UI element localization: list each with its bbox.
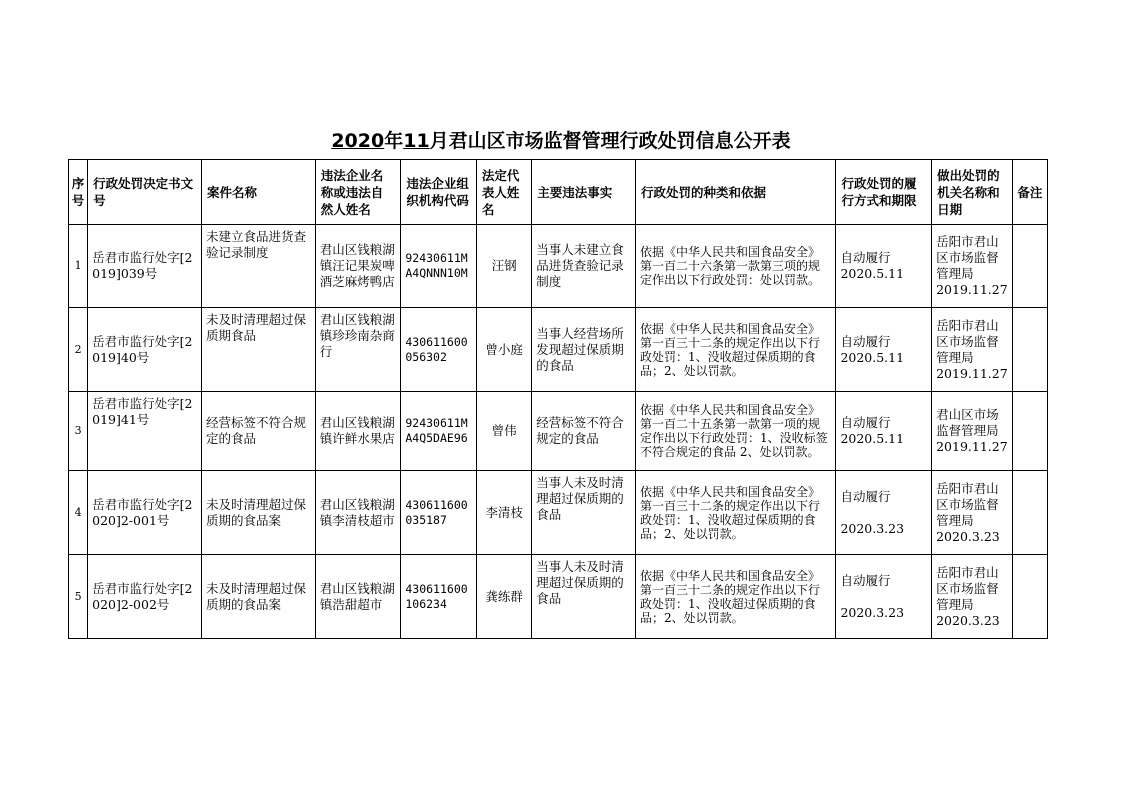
- cell-fulfil: [836, 308, 932, 392]
- fulfil-date: 2020.5.11: [840, 266, 905, 281]
- header-doc-no: 行政处罚决定书文号: [88, 160, 202, 225]
- cell-seq: 4: [69, 471, 88, 555]
- cell-org-code: 430611600106234: [401, 555, 477, 639]
- authority-date: 2019.11.27: [936, 282, 1008, 297]
- cell-remark: [1012, 308, 1047, 392]
- cell-fulfil: [836, 471, 932, 555]
- table-row: [69, 471, 1048, 555]
- cell-fulfil: [836, 392, 932, 471]
- cell-org-code: 430611600056302: [401, 308, 477, 392]
- cell-party: 君山区钱粮湖镇汪记果炭啤酒芝麻烤鸭店: [315, 225, 401, 308]
- authority-name: 君山区市场监督管理局: [936, 407, 999, 438]
- cell-authority: [932, 392, 1013, 471]
- page-title: [0, 126, 1122, 153]
- authority-date: 2020.3.23: [936, 612, 1000, 628]
- cell-facts: 当事人未及时清理超过保质期的食品: [532, 555, 636, 639]
- cell-case-name: 未及时清理超过保质期的食品案: [201, 555, 315, 639]
- header-case-name: 案件名称: [201, 160, 315, 225]
- title-rest: 月君山区市场监督管理行政处罚信息公开表: [429, 130, 791, 152]
- cell-authority: [932, 225, 1013, 308]
- header-penalty: 行政处罚的种类和依据: [636, 160, 836, 225]
- cell-org-code: 92430611MA4Q5DAE96: [401, 392, 477, 471]
- fulfil-method: 自动履行: [840, 572, 891, 588]
- cell-fulfil: [836, 555, 932, 639]
- authority-name: 岳阳市君山区市场监督管理局: [936, 564, 999, 612]
- header-remark: 备注: [1012, 160, 1047, 225]
- cell-seq: 5: [69, 555, 88, 639]
- title-year: 2020: [331, 130, 385, 152]
- cell-penalty: 依据《中华人民共和国食品安全》第一百二十五条第一款第一项的规定作出以下行政处罚：1、没收标签不符合规定的食品 2、处以罚款。: [636, 392, 836, 471]
- penalty-table: [68, 159, 1048, 639]
- authority-name: 岳阳市君山区市场监督管理局: [936, 480, 999, 528]
- header-seq: 序号: [69, 160, 88, 225]
- cell-party: 君山区钱粮湖镇珍珍南杂商行: [315, 308, 401, 392]
- fulfil-date: 2020.5.11: [840, 349, 905, 365]
- cell-org-code: 92430611MA4QNNN10M: [401, 225, 477, 308]
- header-row: [69, 160, 1048, 225]
- cell-facts: 当事人未及时清理超过保质期的食品: [532, 471, 636, 555]
- cell-penalty: 依据《中华人民共和国食品安全》第一百三十二条的规定作出以下行政处罚：1、没收超过保质期的食品；2、处以罚款。: [636, 308, 836, 392]
- table-row: [69, 555, 1048, 639]
- header-facts: 主要违法事实: [532, 160, 636, 225]
- cell-party: 君山区钱粮湖镇李清枝超市: [315, 471, 401, 555]
- cell-legal-rep: 龚练群: [476, 555, 531, 639]
- fulfil-date: 2020.3.23: [840, 604, 905, 620]
- cell-legal-rep: 汪钢: [476, 225, 531, 308]
- header-legal-rep: 法定代表人姓名: [476, 160, 531, 225]
- cell-facts: 当事人经营场所发现超过保质期的食品: [532, 308, 636, 392]
- cell-doc-no: 岳君市监行处字[2019]40号: [88, 308, 202, 392]
- cell-legal-rep: 曾伟: [476, 392, 531, 471]
- cell-authority: [932, 308, 1013, 392]
- cell-remark: [1012, 225, 1047, 308]
- cell-penalty: 依据《中华人民共和国食品安全》第一百三十二条的规定作出以下行政处罚：1、没收超过保质期的食品；2、处以罚款。: [636, 471, 836, 555]
- fulfil-method: 自动履行: [840, 415, 891, 430]
- header-authority: 做出处罚的机关名称和日期: [932, 160, 1013, 225]
- authority-name: 岳阳市君山区市场监督管理局: [936, 234, 999, 281]
- authority-date: 2019.11.27: [936, 439, 1008, 454]
- fulfil-method: 自动履行: [840, 333, 891, 349]
- cell-remark: [1012, 555, 1047, 639]
- fulfil-method: 自动履行: [840, 488, 891, 504]
- cell-doc-no: 岳君市监行处字[2019]039号: [88, 225, 202, 308]
- cell-case-name: 未及时清理超过保质期的食品案: [201, 471, 315, 555]
- cell-penalty: 依据《中华人民共和国食品安全》第一百二十六条第一款第三项的规定作出以下行政处罚：处以罚款。: [636, 225, 836, 308]
- cell-remark: [1012, 392, 1047, 471]
- cell-seq: 2: [69, 308, 88, 392]
- cell-doc-no: 岳君市监行处字[2019]41号: [88, 392, 202, 471]
- cell-case-name: 经营标签不符合规定的食品: [201, 392, 315, 471]
- cell-penalty: 依据《中华人民共和国食品安全》第一百三十二条的规定作出以下行政处罚：1、没收超过保质期的食品；2、处以罚款。: [636, 555, 836, 639]
- header-party: 违法企业名称或违法自然人姓名: [315, 160, 401, 225]
- title-month: 11: [403, 130, 430, 152]
- header-org-code: 违法企业组织机构代码: [401, 160, 477, 225]
- cell-facts: 经营标签不符合规定的食品: [532, 392, 636, 471]
- cell-doc-no: 岳君市监行处字[2020]2-002号: [88, 555, 202, 639]
- cell-case-name: 未及时清理超过保质期食品: [201, 308, 315, 392]
- cell-doc-no: 岳君市监行处字[2020]2-001号: [88, 471, 202, 555]
- title-year-suffix: 年: [384, 130, 404, 152]
- cell-seq: 3: [69, 392, 88, 471]
- cell-legal-rep: 曾小庭: [476, 308, 531, 392]
- authority-name: 岳阳市君山区市场监督管理局: [936, 317, 999, 365]
- cell-remark: [1012, 471, 1047, 555]
- authority-date: 2020.3.23: [936, 528, 1000, 544]
- cell-fulfil: [836, 225, 932, 308]
- fulfil-date: 2020.5.11: [840, 431, 905, 446]
- cell-authority: [932, 471, 1013, 555]
- cell-org-code: 430611600035187: [401, 471, 477, 555]
- table-row: [69, 308, 1048, 392]
- cell-facts: 当事人未建立食品进货查验记录制度: [532, 225, 636, 308]
- cell-party: 君山区钱粮湖镇许鲜水果店: [315, 392, 401, 471]
- cell-seq: 1: [69, 225, 88, 308]
- fulfil-date: 2020.3.23: [840, 520, 905, 536]
- authority-date: 2019.11.27: [936, 365, 1008, 381]
- cell-case-name: 未建立食品进货查验记录制度: [201, 225, 315, 308]
- fulfil-method: 自动履行: [840, 250, 891, 265]
- table-row: [69, 392, 1048, 471]
- cell-authority: [932, 555, 1013, 639]
- table-row: [69, 225, 1048, 308]
- cell-legal-rep: 李清枝: [476, 471, 531, 555]
- cell-party: 君山区钱粮湖镇浩甜超市: [315, 555, 401, 639]
- header-fulfil: 行政处罚的履行方式和期限: [836, 160, 932, 225]
